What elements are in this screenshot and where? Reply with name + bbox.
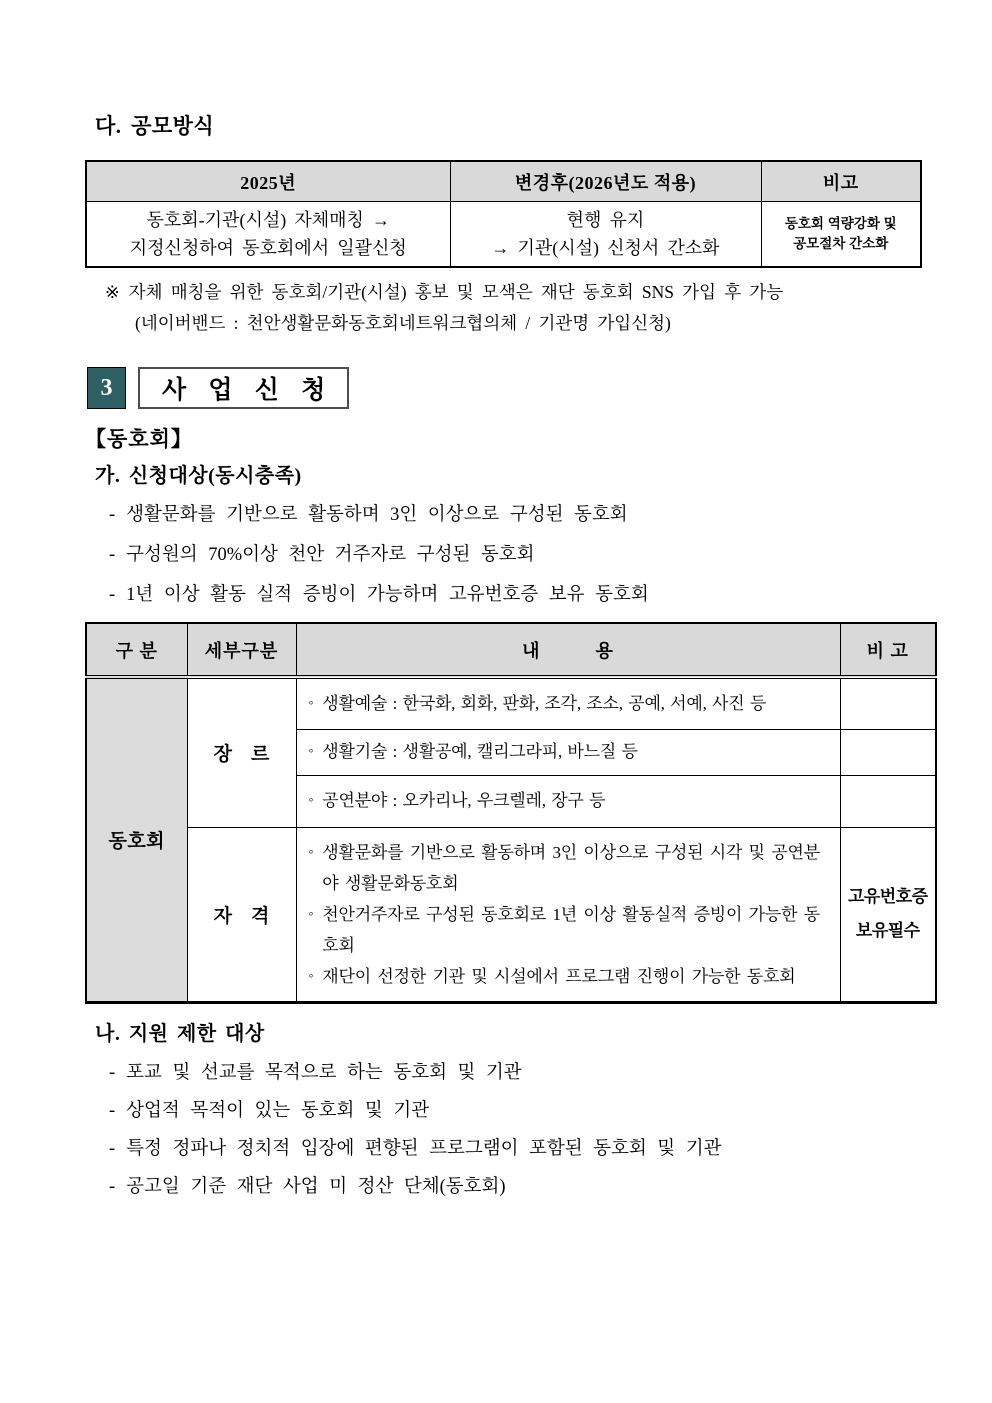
qual-item-text: 생활문화를 기반으로 활동하며 3인 이상으로 구성된 시각 및 공연분야 생활문화동호회 <box>322 842 820 893</box>
t2-cell-qual-label: 자 격 <box>187 827 296 1002</box>
t1-cell-remark <box>761 202 921 268</box>
t2-cell-genre-skill <box>296 729 840 775</box>
section-na-title: 나. 지원 제한 대상 <box>95 1022 265 1045</box>
list-item-text: 특정 정파나 정치적 입장에 편향된 프로그램이 포함된 동호회 및 기관 <box>126 1138 722 1159</box>
section-number-badge: 3 <box>87 367 126 409</box>
dash-marker: - <box>109 1100 116 1121</box>
list-item <box>109 502 992 529</box>
club-criteria-table <box>85 622 937 1004</box>
table-row <box>86 202 921 268</box>
list-item <box>109 1174 992 1201</box>
t2-cell-remark-empty <box>840 729 936 775</box>
qual-item-text: 재단이 선정한 기관 및 시설에서 프로그램 진행이 가능한 동호회 <box>322 966 796 986</box>
content-item-text: 공연분야 : 오카리나, 우크렐레, 장구 등 <box>322 791 606 810</box>
circle-marker: ◦ <box>308 744 314 759</box>
qual-item <box>309 961 832 992</box>
list-item <box>109 582 992 609</box>
t1-cell-remark-line2: 공모절차 간소화 <box>793 236 889 251</box>
footnote <box>105 277 992 339</box>
content-item <box>309 692 832 716</box>
t1-cell-changed <box>450 202 761 268</box>
t2-header-content: 내 용 <box>296 623 840 677</box>
table-header-row <box>86 161 921 202</box>
na-bullet-list <box>109 1060 992 1201</box>
list-item-text: 포교 및 선교를 목적으로 하는 동호회 및 기관 <box>126 1062 522 1083</box>
group-label: 【동호회】 <box>85 427 193 451</box>
t2-cell-remark-empty <box>840 775 936 827</box>
footnote-line2: (네이버밴드 : 천안생활문화동호회네트워크협의체 / 기관명 가입신청) <box>135 313 671 333</box>
remark-line1: 고유번호증 <box>847 887 928 906</box>
qual-item <box>309 837 832 899</box>
t2-header-remark: 비 고 <box>840 623 936 677</box>
t1-header-remark: 비고 <box>761 161 921 202</box>
t2-cell-genre-label: 장 르 <box>187 677 296 827</box>
t2-header-category: 구 분 <box>86 623 187 677</box>
circle-marker: ◦ <box>308 695 314 711</box>
circle-marker: ◦ <box>308 906 314 922</box>
dash-marker: - <box>109 1176 116 1197</box>
t1-header-2025: 2025년 <box>86 161 450 202</box>
dash-marker: - <box>109 545 116 565</box>
t1-cell-2025-line2: 지정신청하여 동호회에서 일괄신청 <box>129 238 407 258</box>
t1-cell-2025 <box>86 202 450 268</box>
list-item <box>109 1060 992 1087</box>
t2-cell-genre-art <box>296 677 840 729</box>
t1-cell-2025-line1: 동호회-기관(시설) 자체매칭 → <box>146 210 390 230</box>
section-ga-title: 가. 신청대상(동시충족) <box>95 465 302 487</box>
ga-bullet-list <box>109 502 992 609</box>
list-item <box>109 1098 992 1125</box>
list-item-text: 1년 이상 활동 실적 증빙이 가능하며 고유번호증 보유 동호회 <box>126 585 649 605</box>
circle-marker: ◦ <box>308 844 314 860</box>
t2-cell-category: 동호회 <box>86 677 187 1002</box>
dash-marker: - <box>109 585 116 605</box>
t2-cell-remark-required <box>840 827 936 1002</box>
section-da-title: 다. 공모방식 <box>95 114 215 138</box>
list-item-text: 구성원의 70%이상 천안 거주자로 구성된 동호회 <box>126 545 535 565</box>
remark-line2: 보유필수 <box>855 921 920 940</box>
footnote-line1 <box>105 277 992 308</box>
t1-header-changed: 변경후(2026년도 적용) <box>450 161 761 202</box>
t1-cell-changed-line2: → 기관(시설) 신청서 간소화 <box>491 238 720 258</box>
list-item <box>109 542 992 569</box>
section-title-box: 사 업 신 청 <box>138 367 349 409</box>
circle-marker: ◦ <box>308 968 314 984</box>
table-row-genre-1 <box>86 677 936 729</box>
content-item <box>309 789 832 813</box>
table-header-row <box>86 623 936 677</box>
list-item-text: 상업적 목적이 있는 동호회 및 기관 <box>126 1100 430 1121</box>
dash-marker: - <box>109 1138 116 1159</box>
section-3-header <box>87 367 992 409</box>
dash-marker: - <box>109 505 116 525</box>
qual-item <box>309 899 832 961</box>
t2-cell-remark-empty <box>840 677 936 729</box>
footnote-line1-text: 자체 매칭을 위한 동호회/기관(시설) 홍보 및 모색은 재단 동호회 SNS 가입 후 가능 <box>128 282 784 302</box>
t1-cell-changed-line1: 현행 유지 <box>566 210 645 230</box>
content-item-text: 생활예술 : 한국화, 회화, 판화, 조각, 조소, 공예, 서예, 사진 등 <box>322 693 767 713</box>
list-item <box>109 1136 992 1163</box>
circle-marker: ◦ <box>308 793 314 808</box>
list-item-text: 공고일 기준 재단 사업 미 정산 단체(동호회) <box>126 1176 506 1197</box>
content-item-text: 생활기술 : 생활공예, 캘리그라피, 바느질 등 <box>322 742 638 761</box>
t1-cell-remark-line1: 동호회 역량강화 및 <box>784 216 897 231</box>
qual-item-text: 천안거주자로 구성된 동호회로 1년 이상 활동실적 증빙이 가능한 동호회 <box>322 904 820 955</box>
t2-cell-genre-performance <box>296 775 840 827</box>
t2-cell-qual-content <box>296 827 840 1002</box>
table-row-qualification <box>86 827 936 1002</box>
list-item-text: 생활문화를 기반으로 활동하며 3인 이상으로 구성된 동호회 <box>126 505 628 525</box>
dash-marker: - <box>109 1062 116 1083</box>
content-item <box>309 740 832 764</box>
reference-mark-icon: ※ <box>105 282 120 302</box>
t2-header-subcategory: 세부구분 <box>187 623 296 677</box>
application-method-table <box>85 160 922 268</box>
